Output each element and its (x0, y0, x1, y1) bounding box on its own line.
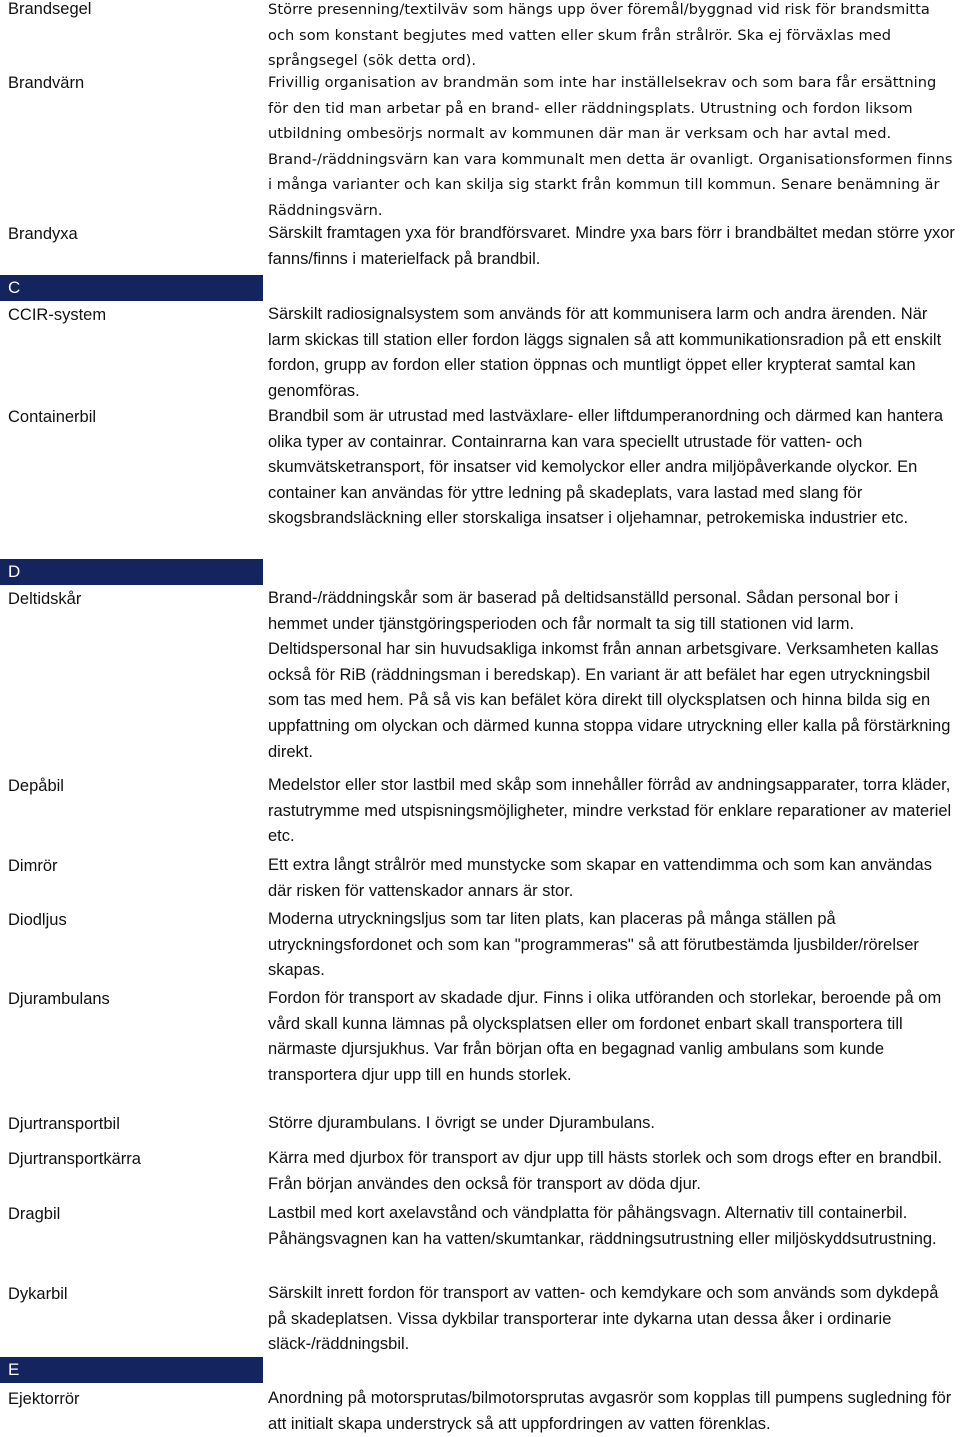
term-containerbil: Containerbil (8, 408, 97, 426)
term-djurtransportbil: Djurtransportbil (8, 1115, 120, 1133)
definition-deltidskar: Brand-/räddningskår som är baserad på deltidsanställd personal. Sådan personal bor i hemmet under tjänstgöringsperioden och får normalt ta sig till stationen vid larm. Deltidspersonal har sin huvudsakliga inkomst från annan arbetsgivare. Verksamheten kallas också för RiB (räddningsman i beredskap). En variant är att befälet har egen utryckningsbil som tas med hem. På så vis kan befälet köra direkt till olycksplatsen och hinna bilda sig en uppfattning om olyckan och därmed kunna stoppa vidare utryckning eller kalla på förstärkning direkt. (268, 589, 951, 761)
definition-dykarbil: Särskilt inrett fordon för transport av vatten- och kemdykare och som används som dykdepå på skadeplatsen. Vissa dykbilar transporterar inte dykarna utan dessa åker i ordinarie släck-/räddningsbil. (268, 1284, 939, 1354)
term-brandyxa: Brandyxa (8, 225, 78, 243)
term-dimror: Dimrör (8, 857, 58, 875)
term-ejektorror: Ejektorrör (8, 1390, 80, 1408)
definition-ejektorror: Anordning på motorsprutas/bilmotorsprutas avgasrör som kopplas till pumpens sugledning för att initialt skapa understryck så att uppfordringen av vatten förenklas. (268, 1389, 952, 1433)
definition-dragbil: Lastbil med kort axelavstånd och vändplatta för påhängsvagn. Alternativ till containerbil. Påhängsvagnen kan ha vatten/skumtankar, räddningsutrustning eller miljöskyddsutrustning. (268, 1204, 937, 1248)
definition-brandyxa: Särskilt framtagen yxa för brandförsvaret. Mindre yxa bars förr i brandbältet medan större yxor fanns/finns i materielfack på brandbil. (268, 224, 955, 268)
definition-djurtransportkarra: Kärra med djurbox för transport av djur upp till hästs storlek och som drogs efter en brandbil. Från början användes den också för transport av döda djur. (268, 1149, 943, 1193)
definition-dimror: Ett extra långt strålrör med munstycke som skapar en vattendimma och som kan användas där risken för vattenskador annars är stor. (268, 856, 932, 900)
section-header-e: E (0, 1357, 263, 1383)
term-dykarbil: Dykarbil (8, 1285, 68, 1303)
section-header-c: C (0, 275, 263, 301)
term-djurtransportkarra: Djurtransportkärra (8, 1150, 141, 1168)
definition-djurtransportbil: Större djurambulans. I övrigt se under Djurambulans. (268, 1114, 656, 1132)
definition-depabil: Medelstor eller stor lastbil med skåp som innehåller förråd av andningsapparater, torra kläder, rastutrymme med utspisningsmöjligheter, mindre verkstad för enklare reparationer av materiel etc. (268, 776, 952, 846)
term-dragbil: Dragbil (8, 1205, 61, 1223)
term-brandsegel: Brandsegel (8, 0, 92, 18)
definition-containerbil: Brandbil som är utrustad med lastväxlare- eller liftdumperanordning och därmed kan hantera olika typer av containrar. Containrarna kan vara speciellt utrustade för vatten- och skumvätsketransport, för insatser vid kemolyckor eller andra miljöpåverkande olyckor. En container kan användas för yttre ledning på skadeplats, vara lastad med slang för skogsbrandsläckning eller storskaliga insatser i oljehamnar, petrokemiska industrier etc. (268, 407, 944, 528)
term-brandvarn: Brandvärn (8, 74, 85, 92)
definition-diodljus: Moderna utryckningsljus som tar liten plats, kan placeras på många ställen på utryckningsfordonet och som kan "programmeras" så att förutbestämda ljusbilder/rörelser skapas. (268, 910, 919, 980)
term-ccir-system: CCIR-system (8, 306, 107, 324)
definition-ccir-system: Särskilt radiosignalsystem som används för att kommunisera larm och andra ärenden. När larm skickas till station eller fordon läggs signalen så att kommunikationsradion på ett enskilt fordon, grupp av fordon eller station öppnas och muntligt öppet eller krypterat samtal kan genomföras. (268, 305, 942, 400)
definition-djurambulans: Fordon för transport av skadade djur. Finns i olika utföranden och storlekar, beroende på om vård skall kunna lämnas på olycksplatsen eller om fordonet enbart skall transportera till närmaste djursjukhus. Var från början ofta en begagnad vanlig ambulans som kunde transportera djur upp till en hunds storlek. (268, 989, 942, 1084)
term-deltidskar: Deltidskår (8, 590, 82, 608)
term-diodljus: Diodljus (8, 911, 67, 929)
term-djurambulans: Djurambulans (8, 990, 110, 1008)
section-header-d: D (0, 559, 263, 585)
definition-brandvarn: Frivillig organisation av brandmän som inte har inställelsekrav och som bara får ersättning för den tid man arbetar på en brand- eller räddningsplats. Utrustning och fordon liksom utbildning ombesörjs normalt av kommunen där man är verksam och har avtal med. Brand-/räddningsvärn kan vara kommunalt men detta är ovanligt. Organisationsformen finns i många varianter och kan skilja sig starkt från kommun till kommun. Senare benämning är Räddningsvärn. (268, 74, 953, 218)
term-depabil: Depåbil (8, 777, 64, 795)
definition-brandsegel: Större presenning/textilväv som hängs upp över föremål/byggnad vid risk för brandsmitta och som konstant begjutes med vatten eller skum från strålrör. Ska ej förväxlas med språngsegel (sök detta ord). (268, 1, 930, 70)
